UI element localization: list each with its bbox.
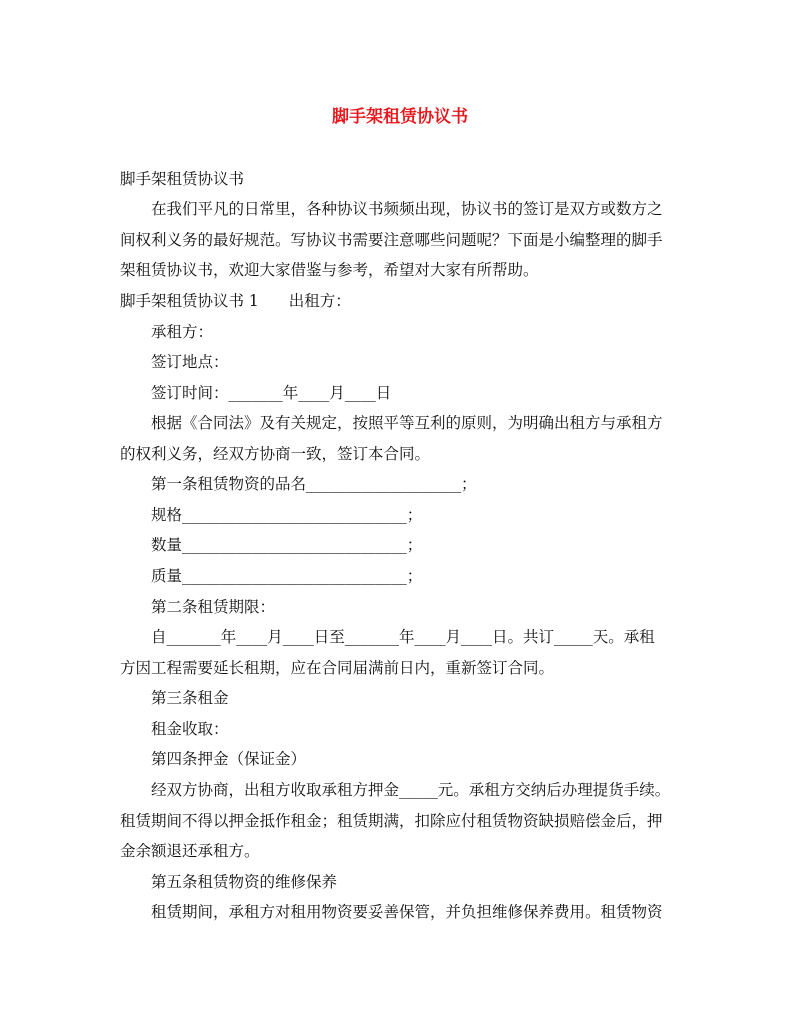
preamble-line-1: 根据《合同法》及有关规定，按照平等互利的原则，为明确出租方与承租方 [151, 414, 663, 432]
lessee-label: 承租方： [151, 323, 214, 341]
article-1-quantity: 数量_____________________________； [151, 536, 423, 554]
article-1-spec: 规格_____________________________； [151, 506, 423, 524]
article-5-line-1: 租赁期间，承租方对租用物资要妥善保管，并负担维修保养费用。租赁物资 [151, 903, 663, 921]
agreement-1-line [120, 290, 680, 312]
intro-line-3: 架租赁协议书，欢迎大家借鉴与参考，希望对大家有所帮助。 [120, 261, 539, 279]
article-4-heading: 第四条押金（保证金） [151, 750, 307, 768]
article-1-name: 第一条租赁物资的品名____________________； [151, 475, 477, 493]
doc-heading: 脚手架租赁协议书 [120, 170, 245, 188]
signing-place: 签订地点： [151, 353, 229, 371]
signing-time: 签订时间：_______年____月____日 [151, 384, 392, 402]
document-title: 脚手架租赁协议书 [332, 107, 468, 127]
article-5-heading: 第五条租赁物资的维修保养 [151, 873, 338, 891]
article-4-line-3: 金余额退还承租方。 [120, 842, 260, 860]
article-3-heading: 第三条租金 [151, 689, 229, 707]
article-1-quality: 质量_____________________________； [151, 567, 423, 585]
rent-collection: 租金收取： [151, 720, 229, 738]
article-2-line-2: 方因工程需要延长租期，应在合同届满前日内，重新签订合同。 [120, 659, 555, 677]
intro-line-2: 间权利义务的最好规范。写协议书需要注意哪些问题呢？下面是小编整理的脚手 [120, 231, 663, 249]
agreement-1-heading: 脚手架租赁协议书 1 [120, 292, 259, 310]
article-2-heading: 第二条租赁期限： [151, 598, 276, 616]
article-2-line-1: 自_______年____月____日至_______年____月____日。共订_____天。承租 [151, 628, 655, 646]
article-4-line-2: 租赁期间不得以押金抵作租金；租赁期满，扣除应付租赁物资缺损赔偿金后，押 [120, 812, 663, 830]
lessor-label: 出租方： [288, 292, 351, 310]
article-4-line-1: 经双方协商，出租方收取承租方押金_____元。承租方交纳后办理提货手续。 [151, 781, 671, 799]
preamble-line-2: 的权利义务，经双方协商一致，签订本合同。 [120, 445, 431, 463]
intro-line-1: 在我们平凡的日常里，各种协议书频频出现，协议书的签订是双方或数方之 [151, 200, 663, 218]
